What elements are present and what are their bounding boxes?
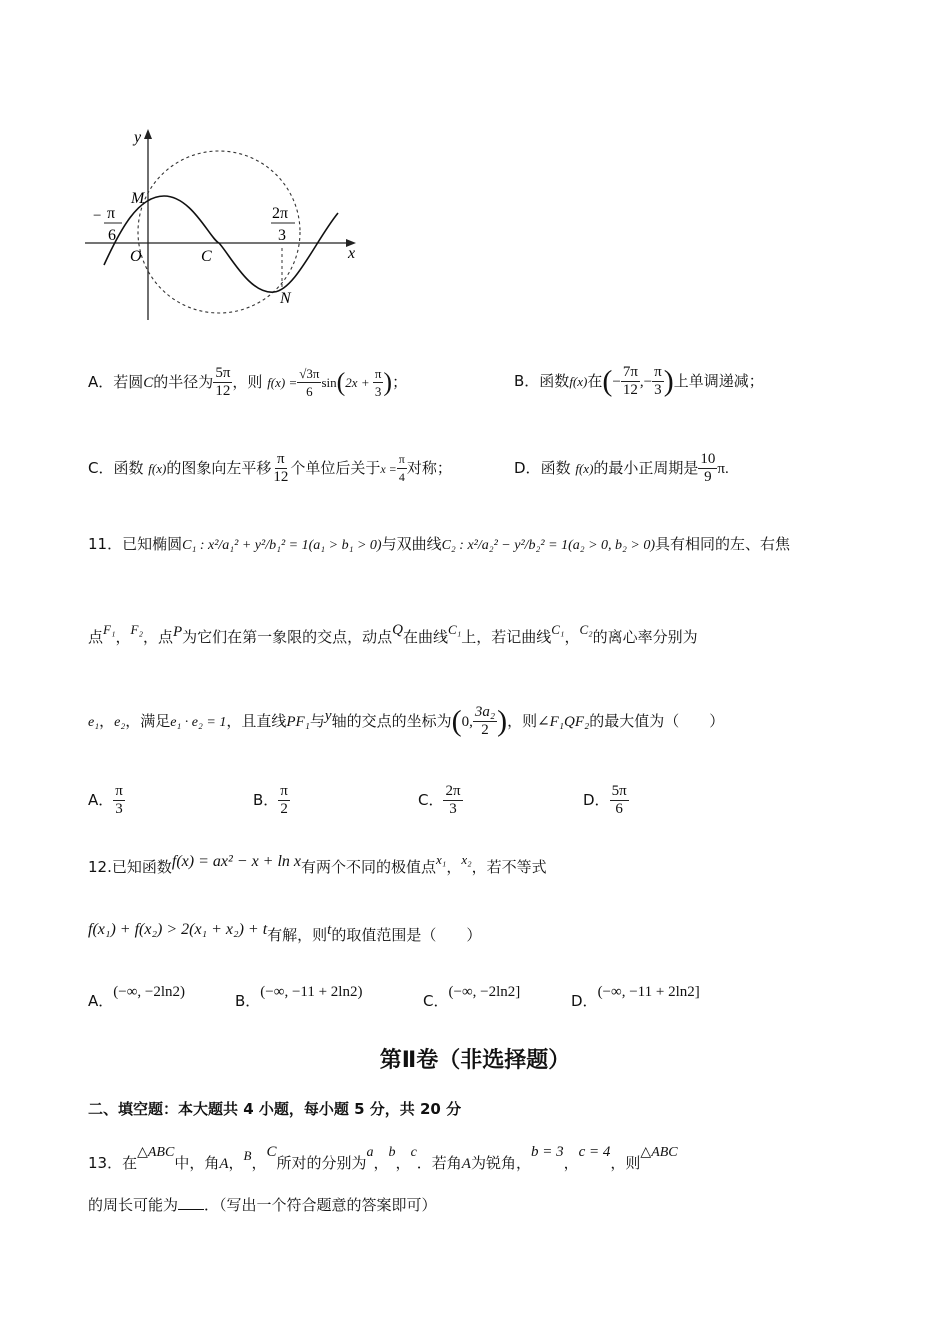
- frac-num: 2π: [445, 783, 461, 799]
- text: 与双曲线: [381, 535, 442, 553]
- var-c1: C₁: [448, 622, 462, 637]
- q10-option-c: [88, 448, 452, 489]
- option-expr: (−∞, −2ln2]: [448, 984, 521, 1000]
- label-y: y: [134, 129, 142, 146]
- text: ，满足: [125, 712, 171, 730]
- text: ．若角: [416, 1154, 462, 1172]
- radius-fraction: [213, 365, 232, 400]
- fx: f(x): [148, 461, 167, 476]
- frac-num: 5π: [215, 365, 231, 381]
- q12-option-b: [235, 982, 362, 1011]
- text: 的离心率分别为: [592, 628, 698, 646]
- option-fraction: [443, 783, 462, 818]
- text: π.: [717, 461, 729, 477]
- q11-option-a: [88, 778, 125, 822]
- ellipse-eq: C₁ : x²/a₁² + y²/b₁² = 1(a₁ > b₁ > 0): [182, 538, 382, 553]
- text: ．（写出一个符合题意的答案即可）: [204, 1196, 437, 1214]
- var-q: Q: [392, 622, 404, 638]
- text: ，点: [142, 628, 173, 646]
- hyperbola-eq: C₂ : x²/a₂² − y²/b₂² = 1(a₂ > 0, b₂ > 0): [441, 538, 656, 553]
- q11-option-c: [418, 778, 463, 822]
- question-number: 11．: [88, 535, 123, 553]
- arg: 2x +: [345, 375, 373, 390]
- var-b: b: [388, 1145, 396, 1160]
- line-pf1: PF₁: [286, 714, 310, 730]
- q11-options: [88, 778, 688, 822]
- text: 函数: [540, 459, 571, 477]
- option-expr: (−∞, −11 + 2ln2]: [597, 984, 700, 1000]
- x-eq: x =: [380, 462, 397, 476]
- q13-line2: [88, 1195, 437, 1215]
- f-lhs: f(x) =: [267, 375, 298, 390]
- option-label: B．: [235, 992, 261, 1010]
- frac-num: π: [115, 783, 123, 799]
- q10-option-b: B．函数f(x)在(− $\frac{7\pi}{12}$ ,− $\frac{\pi}{3}$ )上单调递减；: [514, 364, 764, 398]
- frac-num: 7π: [622, 364, 638, 380]
- label-pi: π: [107, 205, 116, 222]
- dashed-circle: [138, 151, 300, 313]
- option-label: C．: [418, 791, 444, 809]
- var-c2: C₂: [579, 622, 593, 637]
- q12-option-a: [88, 982, 185, 1011]
- text: 函数: [113, 459, 144, 477]
- text: 的图象向左平移: [166, 459, 272, 477]
- frac-num: 5π: [611, 783, 627, 799]
- frac-den: 12: [273, 469, 289, 485]
- text: 的最小正周期是: [593, 459, 699, 477]
- text: 轴的交点的坐标为: [331, 712, 452, 730]
- coef-fraction: [297, 365, 321, 400]
- text: 有解，则: [267, 926, 328, 944]
- var-t: t: [327, 922, 332, 938]
- text: 在: [587, 372, 603, 390]
- frac-den: 6: [615, 801, 623, 817]
- option-fraction: [610, 783, 629, 818]
- frac-den: 3: [374, 384, 382, 399]
- question-number: 12.: [88, 858, 112, 876]
- frac-num: π: [374, 366, 382, 381]
- frac-den: 2: [280, 801, 288, 817]
- sign: −: [612, 374, 621, 390]
- option-expr: (−∞, −2ln2): [113, 984, 186, 1000]
- text: ，则: [232, 373, 263, 391]
- label-M: M: [131, 190, 145, 207]
- triangle: △ABC: [640, 1145, 678, 1160]
- text: 的半径为: [153, 373, 214, 391]
- label-3: 3: [278, 227, 286, 244]
- frac-den: 3: [115, 801, 123, 817]
- period-fraction: [698, 451, 717, 486]
- text: 为它们在第一象限的交点，动点: [182, 628, 393, 646]
- text: ，若不等式: [471, 858, 547, 876]
- section-heading: 二、填空题：本大题共 4 小题，每小题 5 分，共 20 分: [88, 1100, 462, 1118]
- label-N: N: [280, 290, 291, 307]
- option-label: A．: [88, 992, 114, 1010]
- frac-num: π: [277, 451, 285, 467]
- q11-line3: e₁，e₂，满足e₁ · e₂ = 1，且直线PF₁与y轴的交点的坐标为(0, $\frac{\text{3a₂}}{2}$ )，则∠F₁QF₂的最大值为（ ）: [88, 704, 725, 738]
- var-x2: x₂: [461, 852, 472, 867]
- var-e1: e₁: [88, 715, 100, 730]
- q10-option-d: [514, 448, 729, 489]
- label-2pi: 2π: [272, 205, 289, 222]
- option-label: B．: [514, 372, 540, 390]
- frac-den: 3: [654, 382, 662, 398]
- var-f1: F₁: [103, 622, 116, 637]
- condition: e₁ · e₂ = 1: [170, 715, 227, 730]
- text: 与: [309, 712, 325, 730]
- text: 具有相同的左、右焦: [655, 535, 791, 553]
- inequality: f(x₁) + f(x₂) > 2(x₁ + x₂) + t: [88, 921, 268, 938]
- var-x1: x₁: [436, 852, 447, 867]
- question-number: 13．: [88, 1154, 123, 1172]
- var-p: P: [172, 624, 183, 640]
- label-O: O: [130, 248, 142, 265]
- text: 函数: [539, 372, 570, 390]
- c-value: c = 4: [578, 1144, 611, 1160]
- text: 所对的分别为: [276, 1154, 367, 1172]
- b-value: b = 3: [530, 1144, 564, 1160]
- var-a-angle: A: [219, 1156, 229, 1172]
- option-label: D．: [583, 791, 610, 809]
- q11-option-b: [253, 778, 290, 822]
- frac-den: 4: [398, 470, 405, 484]
- frac-num: 10: [700, 451, 716, 467]
- text: 的取值范围是（ ）: [331, 926, 482, 944]
- frac-num: 3a₂: [474, 704, 496, 720]
- frac-num: √3π: [299, 366, 320, 381]
- q12-line1: 12.已知函数f(x) = ax² − x + ln x有两个不同的极值点x₁，x₂，若不等式: [88, 852, 547, 876]
- text: 若圆: [113, 373, 144, 391]
- label-neg-sign: −: [93, 208, 102, 224]
- shift-fraction: [271, 451, 290, 486]
- text: ，: [251, 1154, 267, 1172]
- function-expr: f(x) = ax² − x + ln x: [171, 853, 302, 870]
- text: ，则: [610, 1154, 641, 1172]
- axis-fraction: [397, 451, 407, 486]
- point-x: 0,: [461, 714, 473, 730]
- sine-circle-figure: [80, 120, 380, 330]
- text: ，且直线: [226, 712, 287, 730]
- text: ，: [228, 1154, 244, 1172]
- q11-line1: [88, 524, 790, 566]
- frac-den: 9: [704, 469, 712, 485]
- arg-fraction: [373, 365, 384, 400]
- label-C: C: [201, 248, 212, 265]
- frac-den: 12: [215, 383, 231, 399]
- section-title: 第Ⅱ卷（非选择题）: [379, 1048, 571, 1073]
- triangle: △ABC: [137, 1145, 175, 1160]
- q12-options: [88, 972, 748, 1012]
- var-b-angle: B: [243, 1148, 252, 1163]
- interval-right: [652, 364, 664, 399]
- var-e2: e₂: [114, 715, 126, 730]
- y-axis-arrow: [144, 129, 152, 139]
- text: 对称；: [406, 459, 452, 477]
- var-y: y: [324, 708, 332, 724]
- text: 个单位后关于: [290, 459, 381, 477]
- var-c-angle: C: [266, 1144, 277, 1160]
- option-label: B．: [253, 791, 279, 809]
- option-label: A．: [88, 791, 114, 809]
- text: 在: [122, 1154, 138, 1172]
- option-fraction: [113, 783, 125, 818]
- q12-option-d: [571, 982, 700, 1011]
- var-a: a: [366, 1145, 374, 1160]
- angle: ∠F₁QF₂: [537, 714, 590, 730]
- option-label: C．: [423, 992, 449, 1010]
- option-label: D．: [571, 992, 598, 1010]
- q13-line1: 13．在△ABC中，角A，B，C所对的分别为a，b，c．若角A为锐角，b = 3，c = 4，则△ABC: [88, 1144, 678, 1172]
- option-label: C．: [88, 459, 114, 477]
- point-y-fraction: [473, 704, 497, 739]
- text: 已知函数: [111, 858, 172, 876]
- q12-line2: [88, 912, 481, 953]
- q11-line2: 点F₁，F₂，点P为它们在第一象限的交点，动点Q在曲线C₁上，若记曲线C₁，C₂的离心率分别为: [88, 622, 698, 646]
- text: ，则: [507, 712, 538, 730]
- answer-blank[interactable]: [178, 1195, 204, 1210]
- q10-option-a: A．若圆C的半径为 $\frac{5\pi}{12}$ ，则 f(x) = $\frac{√3\pi}{6}$ sin(2x + $\frac{\pi}{3}$ )；: [88, 365, 408, 399]
- text: 的周长可能为: [88, 1196, 179, 1214]
- var-a-angle: A: [461, 1156, 471, 1172]
- option-fraction: [278, 783, 290, 818]
- text: 的最大值为（ ）: [589, 712, 725, 730]
- text: 已知椭圆: [122, 535, 183, 553]
- var-f2: F₂: [130, 622, 143, 637]
- label-x: x: [348, 245, 356, 262]
- option-expr: (−∞, −11 + 2ln2): [260, 984, 363, 1000]
- text: ；: [392, 373, 408, 391]
- text: 为锐角，: [470, 1154, 531, 1172]
- frac-den: 6: [306, 384, 313, 399]
- text: 在曲线: [403, 628, 449, 646]
- interval-left: [621, 364, 640, 399]
- var-c: C: [143, 375, 154, 391]
- text: 上，若记曲线: [461, 628, 552, 646]
- frac-num: π: [280, 783, 288, 799]
- var-c1: C₁: [551, 622, 565, 637]
- q12-option-c: [423, 982, 520, 1011]
- text: 有两个不同的极值点: [301, 858, 437, 876]
- text: 上单调递减；: [673, 372, 764, 390]
- label-6: 6: [108, 227, 116, 244]
- sin: sin: [321, 375, 337, 390]
- frac-num: π: [397, 451, 407, 469]
- text: 中，角: [174, 1154, 220, 1172]
- frac-den: 2: [481, 722, 489, 738]
- option-label: A．: [88, 373, 114, 391]
- q11-option-d: [583, 778, 629, 822]
- frac-den: 3: [449, 801, 457, 817]
- fx: f(x): [569, 374, 588, 389]
- frac-num: π: [654, 364, 662, 380]
- frac-den: 12: [622, 382, 638, 398]
- text: 点: [88, 628, 104, 646]
- var-c: c: [410, 1145, 417, 1160]
- fx: f(x): [575, 461, 594, 476]
- sign: −: [643, 374, 653, 390]
- option-label: D．: [514, 459, 541, 477]
- text: ，: [115, 628, 131, 646]
